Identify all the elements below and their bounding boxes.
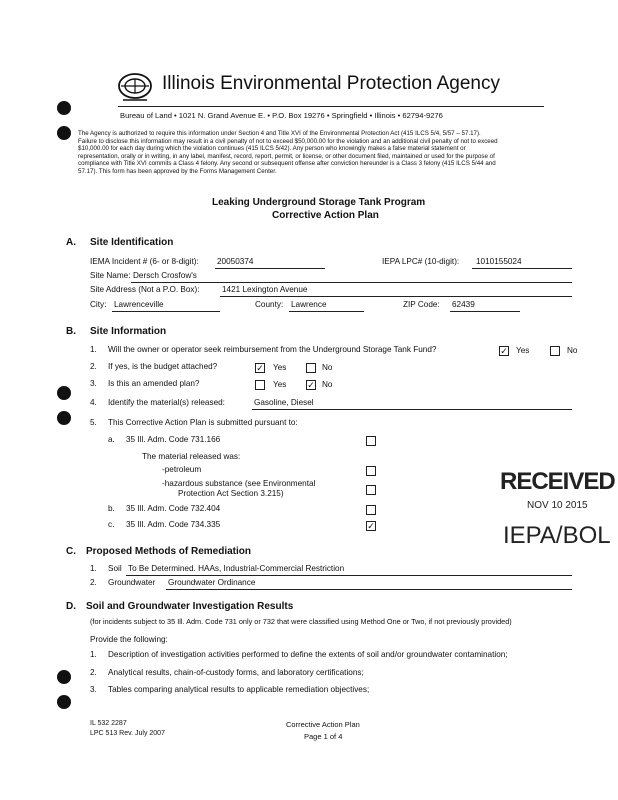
q2-yes-label: Yes — [273, 363, 287, 372]
option-b-checkbox[interactable] — [366, 505, 376, 515]
county-label: County: — [255, 300, 284, 309]
q3-no-checkbox[interactable]: ✓ — [307, 380, 315, 390]
q1-number: 1. — [90, 345, 97, 354]
q3-no-label: No — [322, 380, 333, 389]
petroleum-checkbox[interactable] — [366, 466, 376, 476]
groundwater-number: 2. — [90, 578, 97, 587]
q3-number: 3. — [90, 379, 97, 388]
released-was-label: The material released was: — [142, 452, 241, 461]
notice-line: representation, orally or in writing, in any label, manifest, record, report, permit, or license, or other document filed, maintained or used for the purpose of — [78, 152, 495, 160]
hazardous-checkbox[interactable] — [366, 485, 376, 495]
legal-notice — [78, 130, 498, 176]
item-3-number: 3. — [90, 685, 97, 694]
header-rule — [118, 106, 544, 107]
zip-underline — [450, 311, 520, 312]
form-title: Leaking Underground Storage Tank Program — [212, 197, 426, 208]
county-underline — [289, 311, 364, 312]
section-c-heading: Proposed Methods of Remediation — [86, 546, 252, 557]
q4-text: Identify the material(s) released: — [108, 398, 225, 407]
received-stamp-office: IEPA/BOL — [503, 522, 611, 549]
item-2-text: Analytical results, chain-of-custody forms, and laboratory certifications; — [108, 668, 364, 677]
section-a-heading: Site Identification — [90, 237, 174, 248]
site-name-value[interactable]: Dersch Crosfow's — [133, 271, 197, 280]
option-c-text: 35 Ill. Adm. Code 734.335 — [126, 520, 221, 529]
q2-no-checkbox[interactable] — [306, 363, 316, 373]
option-b-letter: b. — [108, 504, 115, 513]
groundwater-underline — [166, 589, 572, 590]
section-a-letter: A. — [66, 237, 76, 248]
notice-line: 57.17). This form has been approved by the Forms Management Center. — [78, 167, 277, 175]
lpc-label: IEPA LPC# (10-digit): — [382, 257, 460, 266]
option-c-letter: c. — [108, 520, 115, 529]
q1-text: Will the owner or operator seek reimbursement from the Underground Storage Tank Fund? — [108, 345, 437, 354]
option-c-checkbox[interactable]: ✓ — [367, 521, 375, 531]
q3-yes-label: Yes — [273, 380, 287, 389]
iema-value[interactable]: 20050374 — [217, 257, 254, 266]
page-number: Page 1 of 4 — [304, 732, 343, 741]
q3-text: Is this an amended plan? — [108, 379, 200, 388]
soil-value[interactable]: To Be Determined. HAAs, Industrial-Commercial Restriction — [128, 564, 345, 573]
site-name-label: Site Name: — [90, 271, 131, 280]
q2-no-label: No — [322, 363, 333, 372]
city-label: City: — [90, 300, 107, 309]
notice-line: Failure to disclose this information may result in a civil penalty of not to exceed $50,000.00 for the violation and an additional civil penalty of not to exceed — [78, 137, 498, 145]
section-b-letter: B. — [66, 326, 76, 337]
option-a-letter: a. — [108, 435, 115, 444]
agency-logo-icon — [117, 72, 153, 102]
provide-label: Provide the following: — [90, 635, 168, 644]
q3-yes-checkbox[interactable] — [255, 380, 265, 390]
footer-doc-title: Corrective Action Plan — [286, 720, 360, 729]
q1-yes-label: Yes — [516, 346, 530, 355]
punch-hole — [57, 126, 71, 140]
q1-no-label: No — [567, 346, 578, 355]
iema-underline — [215, 268, 325, 269]
q2-number: 2. — [90, 362, 97, 371]
petroleum-label: -petroleum — [162, 465, 202, 474]
punch-hole — [57, 386, 71, 400]
agency-name: Illinois Environmental Protection Agency — [162, 73, 500, 94]
option-a-checkbox[interactable] — [366, 436, 376, 446]
form-revision: LPC 513 Rev. July 2007 — [90, 730, 165, 737]
q1-yes-checkbox[interactable]: ✓ — [500, 346, 508, 356]
agency-address: Bureau of Land • 1021 N. Grand Avenue E. • P.O. Box 19276 • Springfield • Illinois • 62794-9276 — [120, 111, 443, 120]
punch-hole — [57, 695, 71, 709]
q5-number: 5. — [90, 418, 97, 427]
notice-line: $10,000.00 for each day during which the violation continues (415 ILCS 5/42). Any person who knowingly makes a false material statement or — [78, 145, 466, 153]
section-d-letter: D. — [66, 601, 76, 612]
item-1-text: Description of investigation activities performed to define the extents of soil and/or groundwater contamination; — [108, 650, 508, 659]
hazardous-label: -hazardous substance (see Environmental — [162, 479, 316, 488]
item-1-number: 1. — [90, 650, 97, 659]
form-number: IL 532 2287 — [90, 720, 127, 727]
section-d-heading: Soil and Groundwater Investigation Results — [86, 601, 294, 612]
received-stamp-date: NOV 10 2015 — [527, 500, 588, 511]
section-b-heading: Site Information — [90, 326, 167, 337]
notice-line: compliance with Title XVI commits a Class 4 felony. Any second or subsequent offense after conviction hereunder is a Class 3 felony (415 ILCS 5/44 and — [78, 160, 496, 168]
hazardous-label-cont: Protection Act Section 3.215) — [178, 489, 284, 498]
zip-label: ZIP Code: — [403, 300, 440, 309]
soil-label: Soil — [108, 564, 122, 573]
punch-hole — [57, 411, 71, 425]
soil-underline — [126, 575, 572, 576]
punch-hole — [57, 101, 71, 115]
section-c-letter: C. — [66, 546, 76, 557]
lpc-underline — [472, 268, 572, 269]
section-d-note: (for incidents subject to 35 Ill. Adm. Code 731 only or 732 that were classified using Method One or Two, if not previously provided) — [90, 617, 512, 626]
city-value[interactable]: Lawrenceville — [114, 300, 164, 309]
item-3-text: Tables comparing analytical results to applicable remediation objectives; — [108, 685, 370, 694]
site-name-underline — [131, 282, 572, 283]
q5-text: This Corrective Action Plan is submitted pursuant to: — [108, 418, 298, 427]
zip-value[interactable]: 62439 — [452, 300, 475, 309]
item-2-number: 2. — [90, 668, 97, 677]
punch-hole — [57, 670, 71, 684]
form-subtitle: Corrective Action Plan — [272, 210, 379, 221]
received-stamp: RECEIVED — [500, 468, 615, 495]
site-address-value[interactable]: 1421 Lexington Avenue — [222, 285, 308, 294]
soil-number: 1. — [90, 564, 97, 573]
county-value[interactable]: Lawrence — [291, 300, 327, 309]
q4-number: 4. — [90, 398, 97, 407]
groundwater-label: Groundwater — [108, 578, 156, 587]
lpc-value[interactable]: 1010155024 — [476, 257, 522, 266]
iema-label: IEMA Incident # (6- or 8-digit): — [90, 257, 199, 266]
q2-yes-checkbox[interactable]: ✓ — [256, 363, 264, 373]
option-b-text: 35 Ill. Adm. Code 732.404 — [126, 504, 221, 513]
groundwater-value[interactable]: Groundwater Ordinance — [168, 578, 256, 587]
q4-underline — [252, 409, 572, 410]
notice-line: The Agency is authorized to require this information under Section 4 and Title XVI of the Environmental Protection Act (415 ILCS 5/4, 5/57 – 57.17). — [78, 130, 481, 137]
q4-value[interactable]: Gasoline, Diesel — [254, 398, 314, 407]
q1-no-checkbox[interactable] — [550, 346, 560, 356]
site-address-underline — [220, 296, 572, 297]
city-underline — [112, 311, 220, 312]
option-a-text: 35 Ill. Adm. Code 731.166 — [126, 435, 221, 444]
site-address-label: Site Address (Not a P.O. Box): — [90, 285, 200, 294]
q2-text: If yes, is the budget attached? — [108, 362, 218, 371]
